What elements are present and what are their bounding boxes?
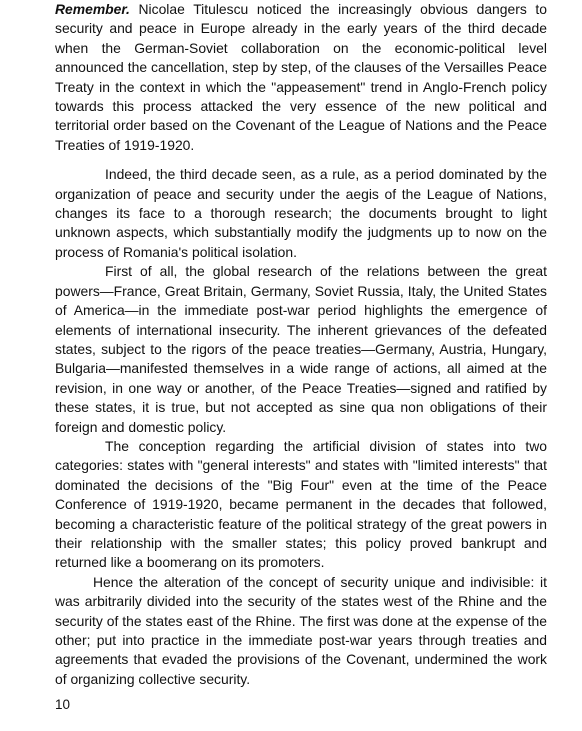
- paragraph-1-text: Nicolae Titulescu noticed the increasingly obvious dangers to security and peace in Europe already in the early years of the third decade when the German-Soviet collaboration on the economic-political level announced the cancellation, step by step, of the clauses of the Versailles Peace Treaty in the context in which the "appeasement" trend in Anglo-French policy towards this process attacked the very essence of the new political and territorial order based on the Covenant of the League of Nations and the Peace Treaties of 1919-1920.: [55, 1, 547, 153]
- page-number: 10: [55, 697, 71, 712]
- paragraph-4: The conception regarding the artificial division of states into two categories: states with "general interests" and states with "limited interests" that dominated the decisions of the "Big Four" even at the time of the Peace Conference of 1919-1920, became permanent in the decades that followed, becoming a characteristic feature of the political strategy of the great powers in their relationship with the smaller states; this policy proved bankrupt and returned like a boomerang on its promoters.: [55, 437, 547, 571]
- paragraph-2: Indeed, the third decade seen, as a rule, as a period dominated by the organization of peace and security under the aegis of the League of Nations, changes its face to a thorough research; the documents brought to light unknown aspects, which substantially modify the judgments up to now on the process of Romania's political isolation.: [55, 166, 547, 260]
- paragraph-lead-word: Remember.: [55, 1, 130, 17]
- paragraph-3: First of all, the global research of the relations between the great powers—France, Great Britain, Germany, Soviet Russia, Italy, the United States of America—in the immediate post-war period highlights the emergence of elements of international insecurity. The inherent grievances of the defeated states, subject to the rigors of the peace treaties—Germany, Austria, Hungary, Bulgaria—manifested themselves in a wide range of actions, all aimed at the revision, in one way or another, of the Peace Treaties—signed and ratified by these states, it is true, but not accepted as sine qua non obligations of their foreign and domestic policy.: [55, 263, 547, 435]
- paragraph-5: Hence the alteration of the concept of security unique and indivisible: it was arbitrarily divided into the security of the states west of the Rhine and the security of the states east of the Rhine. The first was done at the expense of the other; put into practice in the immediate post-war years through treaties and agreements that evaded the provisions of the Covenant, undermined the work of organizing collective security.: [55, 573, 547, 687]
- document-page: [55, 0, 547, 689]
- paragraph-1: [55, 0, 547, 155]
